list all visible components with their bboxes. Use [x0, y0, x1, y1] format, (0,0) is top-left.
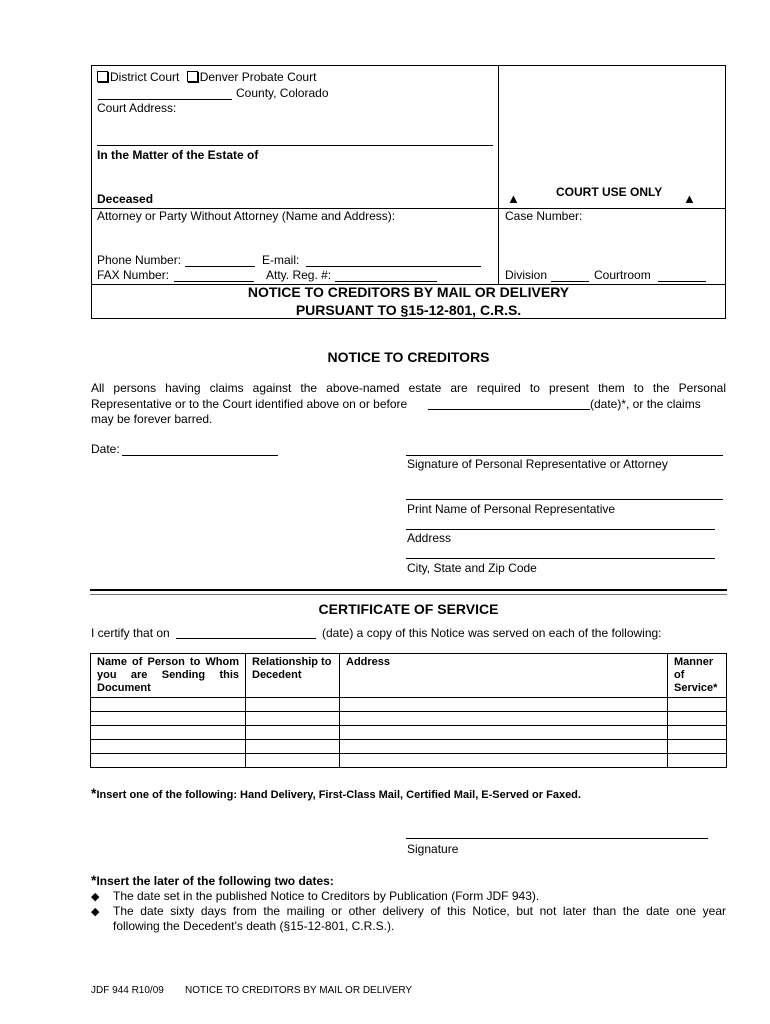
county-blank[interactable] — [98, 86, 232, 100]
certificate-signature-label: Signature — [407, 842, 459, 856]
courtroom-blank[interactable] — [658, 269, 706, 282]
court-address-label: Court Address: — [97, 101, 177, 115]
instructions-star: * — [91, 872, 97, 888]
service-table — [90, 653, 727, 768]
up-arrow-icon-left: ▲ — [507, 191, 520, 206]
atty-reg-label: Atty. Reg. #: — [266, 268, 332, 282]
date-label: Date: — [91, 442, 120, 456]
denver-probate-label: Denver Probate Court — [199, 70, 317, 84]
diamond-bullet-icon: ◆ — [91, 906, 100, 918]
section-divider — [90, 589, 727, 595]
division-label: Division — [505, 268, 548, 282]
notice-paragraph-line3: may be forever barred. — [91, 412, 213, 426]
instruction-bullet-2-line2: following the Decedent’s death (§15-12-801, C.R.S.). — [113, 919, 395, 933]
atty-reg-blank[interactable] — [335, 269, 437, 282]
email-label: E-mail: — [262, 253, 300, 267]
notice-paragraph-line2b: (date)*, or the claims — [590, 397, 701, 411]
footer-form-name: NOTICE TO CREDITORS BY MAIL OR DELIVERY — [185, 985, 413, 996]
notice-heading: NOTICE TO CREDITORS — [327, 349, 490, 365]
service-date-blank[interactable] — [176, 626, 316, 639]
table-row[interactable] — [91, 698, 727, 712]
city-label: City, State and Zip Code — [407, 561, 537, 575]
certificate-heading: CERTIFICATE OF SERVICE — [318, 601, 499, 617]
certify-text-a: I certify that on — [91, 626, 170, 640]
address-line[interactable] — [406, 517, 715, 530]
footnote-text: Insert one of the following: Hand Delivery, First-Class Mail, Certified Mail, E-Served or Faxed. — [96, 789, 581, 801]
district-court-label: District Court — [110, 70, 180, 84]
table-row[interactable] — [91, 712, 727, 726]
table-row[interactable] — [91, 740, 727, 754]
footer-form-id: JDF 944 R10/09 — [91, 985, 164, 996]
estate-name-blank[interactable] — [97, 135, 493, 146]
date-blank[interactable] — [122, 443, 278, 456]
division-blank[interactable] — [551, 269, 589, 282]
col-name-header: Name of Person to Whom you are Sending this Document — [91, 654, 246, 698]
col-manner-header: Manner of Service* — [668, 654, 727, 698]
claims-date-blank[interactable] — [428, 397, 590, 410]
fax-blank[interactable] — [174, 269, 254, 282]
print-name-label: Print Name of Personal Representative — [407, 502, 616, 516]
diamond-bullet-icon: ◆ — [91, 891, 100, 903]
certify-text-b: (date) a copy of this Notice was served on each of the following: — [322, 626, 662, 640]
form-title-line2: PURSUANT TO §15-12-801, C.R.S. — [295, 302, 522, 318]
attorney-label: Attorney or Party Without Attorney (Name and Address): — [97, 209, 396, 223]
signature-pr-line[interactable] — [406, 443, 723, 456]
district-court-checkbox[interactable] — [97, 71, 108, 82]
city-line[interactable] — [406, 546, 715, 559]
certificate-signature-line[interactable] — [406, 826, 708, 839]
deceased-label: Deceased — [97, 192, 154, 206]
email-blank[interactable] — [306, 254, 481, 267]
signature-pr-label: Signature of Personal Representative or Attorney — [407, 457, 668, 471]
footnote-star: * — [91, 785, 97, 801]
courtroom-label: Courtroom — [594, 268, 651, 282]
phone-blank[interactable] — [185, 254, 255, 267]
address-label: Address — [407, 531, 452, 545]
instruction-bullet-2-line1: The date sixty days from the mailing or other delivery of this Notice, but not later than the date one year — [113, 904, 726, 918]
caption-divider-vertical — [498, 65, 499, 285]
service-table-header — [91, 654, 727, 698]
service-footnote — [91, 785, 581, 801]
table-row[interactable] — [91, 726, 727, 740]
county-label: County, Colorado — [236, 86, 329, 100]
court-use-only-label: COURT USE ONLY — [556, 185, 663, 199]
print-name-line[interactable] — [406, 487, 723, 500]
court-selection — [97, 70, 316, 84]
notice-paragraph-line2a: Representative or to the Court identified above on or before — [91, 397, 408, 411]
notice-paragraph-line1: All persons having claims against the above-named estate are required to present them to the Personal — [91, 381, 726, 395]
phone-label: Phone Number: — [97, 253, 182, 267]
matter-label: In the Matter of the Estate of — [97, 148, 259, 162]
fax-label: FAX Number: — [97, 268, 170, 282]
instructions-heading — [91, 872, 334, 888]
denver-probate-checkbox[interactable] — [187, 71, 198, 82]
up-arrow-icon-right: ▲ — [683, 191, 696, 206]
table-row[interactable] — [91, 754, 727, 768]
case-number-label: Case Number: — [505, 209, 583, 223]
instruction-bullet-1: The date set in the published Notice to Creditors by Publication (Form JDF 943). — [113, 889, 540, 903]
col-relationship-header: Relationship to Decedent — [246, 654, 340, 698]
instructions-heading-text: Insert the later of the following two dates: — [96, 874, 334, 888]
form-title-line1: NOTICE TO CREDITORS BY MAIL OR DELIVERY — [247, 284, 570, 300]
col-address-header: Address — [340, 654, 668, 698]
